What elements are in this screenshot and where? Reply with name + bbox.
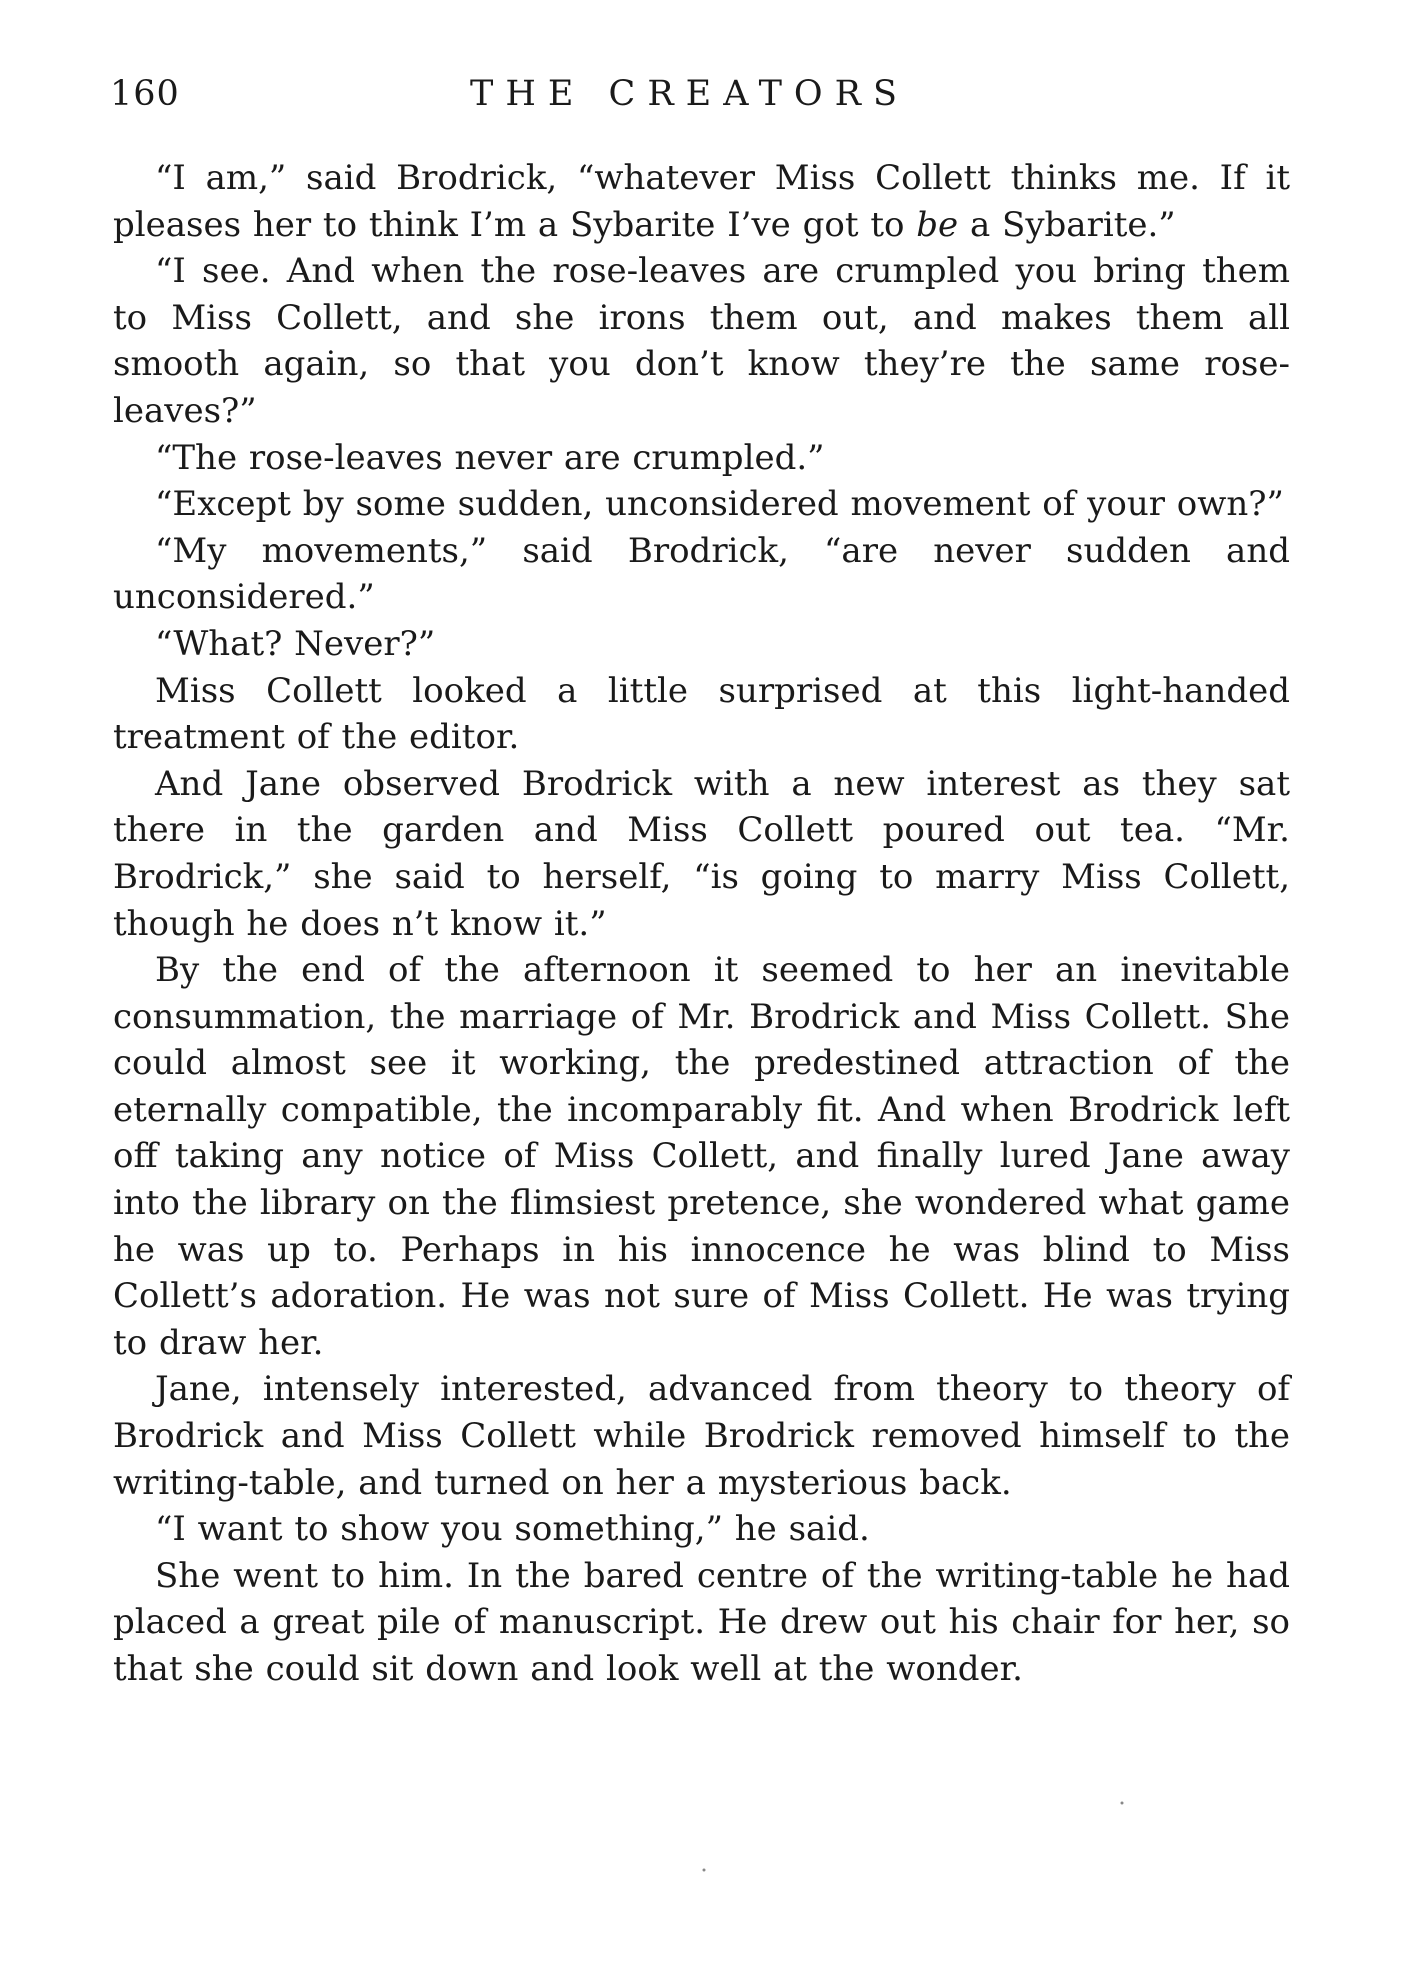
- paragraph-7: Miss Collett looked a little surprised at this light-handed treatment of the editor.: [113, 670, 1290, 758]
- paragraph-12: She went to him. In the bared centre of the writing-table he had placed a great pile of manuscript. He drew out his chair for her, so that she could sit down and look well at the wonder.: [113, 1555, 1290, 1689]
- paragraph-5: “My movements,” said Brodrick, “are never sudden and unconsidered.”: [113, 530, 1290, 618]
- paragraph-10: Jane, intensely interested, advanced from theory to theory of Brodrick and Miss Collett while Brodrick removed himself to the writing-table, and turned on her a mysterious back.: [113, 1369, 1290, 1503]
- running-title: THE CREATORS: [470, 74, 909, 114]
- paragraph-4: “Except by some sudden, unconsidered movement of your own?”: [155, 484, 1284, 525]
- paragraph-1-text-b: a Sybarite.”: [958, 204, 1176, 245]
- paragraph-8: And Jane observed Brodrick with a new interest as they sat there in the garden and Miss Collett poured out tea. “Mr. Brodrick,” she said to herself, “is going to marry Miss Collett, though he does n’t know it.”: [113, 763, 1290, 944]
- paper-speck: [703, 1869, 706, 1872]
- paragraph-2: “I see. And when the rose-leaves are crumpled you bring them to Miss Collett, and she irons them out, and makes them all smooth again, so that you don’t know they’re the same rose-leaves?”: [113, 251, 1290, 431]
- paragraph-1-text-a: “I am,” said Brodrick, “whatever Miss Collett thinks me. If it pleases her to think I’m a Sybarite I’ve got to: [113, 158, 1290, 245]
- page-number: 160: [110, 74, 180, 114]
- paragraph-3: “The rose-leaves never are crumpled.”: [155, 437, 825, 478]
- paragraph-6: “What? Never?”: [155, 623, 436, 664]
- paragraph-1-italic: be: [916, 204, 959, 245]
- paragraph-9: By the end of the afternoon it seemed to her an inevitable consummation, the marriage of Mr. Brodrick and Miss Collett. She could almost see it working, the predestined attraction of the eternally compatible, the incomparably fit. And when Brodrick left off taking any notice of Miss Collett, and finally lured Jane away into the library on the flimsiest pretence, she wondered what game he was up to. Perhaps in his innocence he was blind to Miss Collett’s adoration. He was not sure of Miss Collett. He was trying to draw her.: [113, 950, 1290, 1363]
- paragraph-11: “I want to show you something,” he said.: [155, 1509, 870, 1550]
- paper-speck: [1121, 1802, 1124, 1805]
